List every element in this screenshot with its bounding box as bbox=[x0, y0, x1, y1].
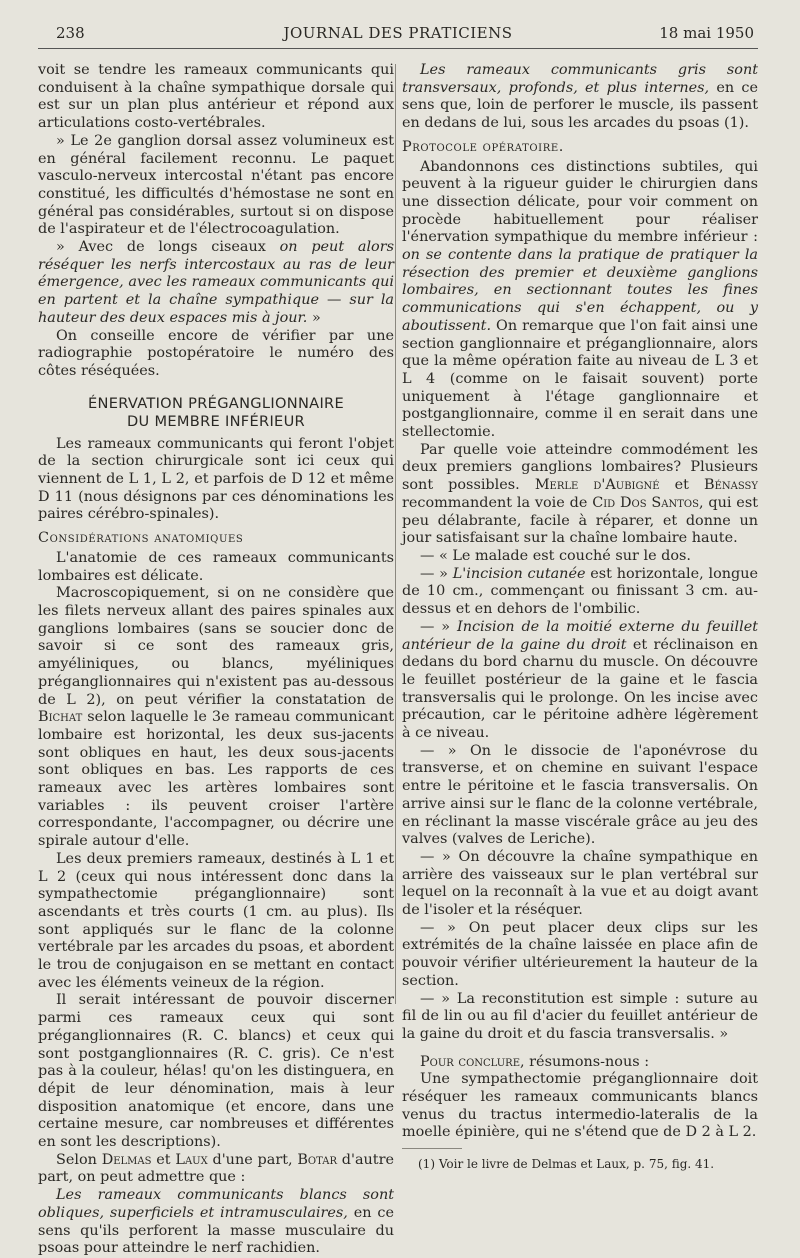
paragraph: Les rameaux communicants blancs sont obliques, superficiels et intramusculaires, en ce sens qu'ils perforent la masse musculaire du psoas pour atteindre le nerf rachidien. bbox=[38, 1187, 394, 1257]
footnote: (1) Voir le livre de Delmas et Laux, p. 75, fig. 41. bbox=[418, 1157, 715, 1172]
paragraph: Les rameaux communicants gris sont transversaux, profonds, et plus internes, en ce sens que, loin de perforer le muscle, ils passent en dedans de lui, sous les arcades du psoas (1). bbox=[402, 62, 758, 132]
left-column bbox=[38, 62, 394, 1258]
journal-title: JOURNAL DES PRATICIENS bbox=[283, 24, 513, 42]
paragraph: Abandonnons ces distinctions subtiles, qui peuvent à la rigueur guider le chirurgien dans une dissection délicate, pour voir comment on procède habituellement pour réaliser l'énervation sympathique du membre inférieur : on se contente dans la pratique de pratiquer la résection des premier et deuxième ganglions lombaires, en sectionnant toutes les fines communications qui s'en échappent, ou y aboutissent. On remarque que l'on fait ainsi une section ganglionnaire et préganglionnaire, alors que la même opération faite au niveau de L 3 et L 4 (comme on le faisait souvent) porte uniquement à l'étage ganglionnaire et postganglionnaire, comme il en serait dans une stellectomie. bbox=[402, 158, 758, 441]
paragraph: — « Le malade est couché sur le dos. bbox=[420, 547, 692, 564]
paragraph: — » Incision de la moitié externe du feuillet antérieur de la gaine du droit et réclinaison en dedans du bord charnu du muscle. On découvre le feuillet postérieur de la gaine et le fascia transversalis qui le prolonge. On les incise avec précaution, car le péritoine adhère légèrement à ce niveau. bbox=[402, 618, 759, 742]
paragraph: Il serait intéressant de pouvoir discerner parmi ces rameaux ceux qui sont préganglionnaires (R. C. blancs) et ceux qui sont postganglionnaires (R. C. gris). Ce n'est pas à la couleur, hélas! qu'on les distinguera, en dépit de leur dénomination, mais à leur disposition anatomique (et encore, dans une certaine mesure, car nombreuses et différentes en sont les descriptions). bbox=[38, 992, 394, 1151]
footnote-rule bbox=[402, 1148, 462, 1149]
issue-date: 18 mai 1950 bbox=[659, 24, 754, 42]
paragraph: — » La reconstitution est simple : suture au fil de lin ou au fil d'acier du feuillet antérieur de la gaine du droit et du fascia transversalis. » bbox=[402, 990, 758, 1042]
paragraph: Les deux premiers rameaux, destinés à L 1 et L 2 (ceux qui nous intéressent donc dans la sympathectomie préganglionnaire) sont ascendants et très courts (1 cm. au plus). Ils sont appliqués sur le flanc de la colonne vertébrale par les arcades du psoas, et abordent le trou de conjugaison en se mettant en contact avec les éléments veineux de la région. bbox=[38, 850, 394, 991]
paragraph: Les rameaux communicants qui feront l'objet de la section chirurgicale sont ici ceux qui viennent de L 1, L 2, et parfois de D 12 et même D 11 (nous désignons par ces dénominations les paires cérébro-spinales). bbox=[38, 435, 394, 523]
paragraph: L'anatomie de ces rameaux communicants lombaires est délicate. bbox=[38, 549, 394, 584]
paragraph: voit se tendre les rameaux communicants qui conduisent à la chaîne sympathique dorsale qui est sur un plan plus antérieur et répond aux articulations costo-vertébrales. bbox=[38, 62, 394, 132]
paragraph: Par quelle voie atteindre commodément les deux premiers ganglions lombaires? Plusieurs sont possibles. Merle d'Aubigné et Bénassy recommandent la voie de Cid Dos Santos, qui est peu délabrante, facile à réparer, et donne un jour satisfaisant sur la chaîne lombaire haute. bbox=[402, 441, 758, 547]
page-number: 238 bbox=[56, 24, 85, 42]
section-heading: ÉNERVATION PRÉGANGLIONNAIRE DU MEMBRE INFÉRIEUR bbox=[87, 394, 345, 430]
paragraph: — » On peut placer deux clips sur les extrémités de la chaîne laissée en place afin de pouvoir vérifier ultérieurement la hauteur de la section. bbox=[402, 919, 758, 989]
header-rule bbox=[38, 48, 758, 49]
column-rule bbox=[395, 64, 396, 1004]
paragraph: — » On découvre la chaîne sympathique en arrière des vaisseaux sur le plan vertébral sur lequel on la reconnaît à la vue et au doigt avant de l'isoler et la réséquer. bbox=[402, 848, 758, 919]
subheading: Considérations anatomiques bbox=[38, 530, 244, 547]
paragraph: — » L'incision cutanée est horizontale, longue de 10 cm., commençant ou finissant 3 cm. au-dessus et en dehors de l'ombilic. bbox=[402, 565, 758, 618]
page-header bbox=[42, 20, 754, 46]
subheading: Protocole opératoire. bbox=[402, 138, 564, 155]
paragraph: Pour conclure, résumons-nous : bbox=[420, 1053, 650, 1070]
paragraph: Macroscopiquement, si on ne considère que les filets nerveux allant des paires spinales aux ganglions lombaires (sans se soucier donc de savoir si ce sont des rameaux gris, amyéliniques, ou blancs, myéliniques préganglionnaires qui n'existent pas au-dessous de L 2), on peut vérifier la constatation de Bichat selon laquelle le 3e rameau communicant lombaire est horizontal, les deux sus-jacents sont obliques en haut, les deux sous-jacents sont obliques en bas. Les rapports de ces rameaux avec les artères lombaires sont variables : ils peuvent croiser l'artère correspondante, l'accompagner, ou décrire une spirale autour d'elle. bbox=[38, 585, 394, 850]
paragraph: » Avec de longs ciseaux on peut alors réséquer les nerfs intercostaux au ras de leur émergence, avec les rameaux communicants qui en partent et la chaîne sympathique — sur la hauteur des deux espaces mis à jour. » bbox=[38, 239, 395, 326]
paragraph: — » On le dissocie de l'aponévrose du transverse, et on chemine en suivant l'espace entre le péritoine et le fascia transversalis. On arrive ainsi sur le flanc de la colonne vertébrale, en réclinant la masse viscérale grâce au jeu des valves (valves de Leriche). bbox=[402, 742, 758, 848]
paragraph: Une sympathectomie préganglionnaire doit réséquer les rameaux communicants blancs venus du tractus intermedio-lateralis de la moelle épinière, qui ne s'étend que de D 2 à L 2. bbox=[402, 1071, 758, 1141]
right-column bbox=[402, 62, 758, 1172]
paragraph: On conseille encore de vérifier par une radiographie postopératoire le numéro des côtes réséquées. bbox=[38, 327, 394, 379]
paragraph: » Le 2e ganglion dorsal assez volumineux est en général facilement reconnu. Le paquet vasculo-nerveux intercostal n'étant pas encore constitué, les difficultés d'hémostase ne sont en général pas considérables, surtout si on dispose de l'aspirateur et de l'électrocoagulation. bbox=[38, 132, 394, 238]
paragraph: Selon Delmas et Laux d'une part, Botar d'autre part, on peut admettre que : bbox=[38, 1151, 394, 1186]
